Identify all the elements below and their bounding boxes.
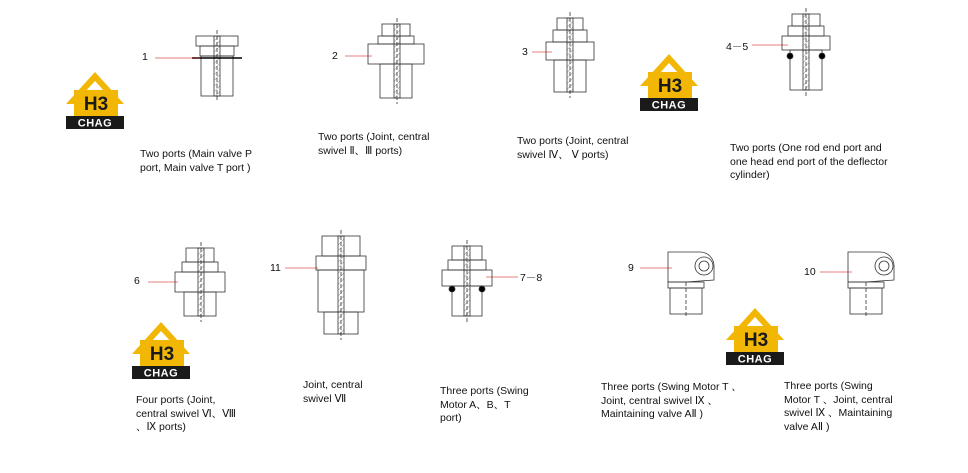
caption-4-5: Two ports (One rod end port and one head end port of the deflector cylinder)	[730, 142, 888, 181]
label-2: 2	[332, 50, 338, 62]
label-3: 3	[522, 46, 528, 58]
label-4-5: 4－5	[726, 41, 749, 53]
caption-7-8: Three ports (Swing Motor A、B、T port)	[440, 385, 529, 424]
chag-logo	[636, 50, 702, 112]
chag-logo	[722, 304, 788, 366]
fitting-1	[155, 30, 242, 100]
fitting-3	[532, 12, 594, 98]
caption-2: Two ports (Joint, central swivel Ⅱ、Ⅲ ports)	[318, 131, 430, 157]
caption-10: Three ports (Swing Motor T 、Joint, central swivel Ⅸ 、Maintaining valve AⅡ )	[784, 380, 893, 433]
logo-mark: H3	[149, 344, 175, 365]
fitting-4-5	[752, 8, 830, 96]
label-10: 10	[804, 266, 816, 278]
label-11: 11	[270, 262, 281, 274]
chag-logo	[128, 318, 194, 380]
caption-6: Four ports (Joint, central swivel Ⅵ、Ⅷ 、Ⅸ ports)	[136, 394, 236, 433]
chag-logo	[62, 68, 128, 130]
fitting-7-8	[442, 240, 518, 322]
fitting-11	[285, 230, 366, 340]
fitting-10	[820, 252, 894, 318]
fitting-6	[148, 242, 225, 322]
label-7-8: 7－8	[520, 272, 543, 284]
label-1: 1	[142, 51, 148, 63]
logo-text: CHAG	[143, 367, 179, 380]
label-6: 6	[134, 275, 140, 287]
logo-text: CHAG	[651, 99, 687, 112]
caption-9: Three ports (Swing Motor T 、 Joint, central swivel Ⅸ 、 Maintaining valve AⅡ )	[601, 381, 742, 420]
caption-11: Joint, central swivel Ⅶ	[303, 379, 363, 405]
logo-text: CHAG	[77, 117, 113, 130]
caption-1: Two ports (Main valve P port, Main valve T port )	[140, 148, 253, 174]
logo-mark: H3	[83, 94, 109, 115]
logo-text: CHAG	[737, 353, 773, 366]
label-9: 9	[628, 262, 634, 274]
fitting-2	[345, 18, 424, 104]
caption-3: Two ports (Joint, central swivel Ⅳ、 Ⅴ ports)	[517, 135, 629, 161]
logo-mark: H3	[743, 330, 769, 351]
logo-mark: H3	[657, 76, 683, 97]
fitting-9	[640, 252, 714, 318]
